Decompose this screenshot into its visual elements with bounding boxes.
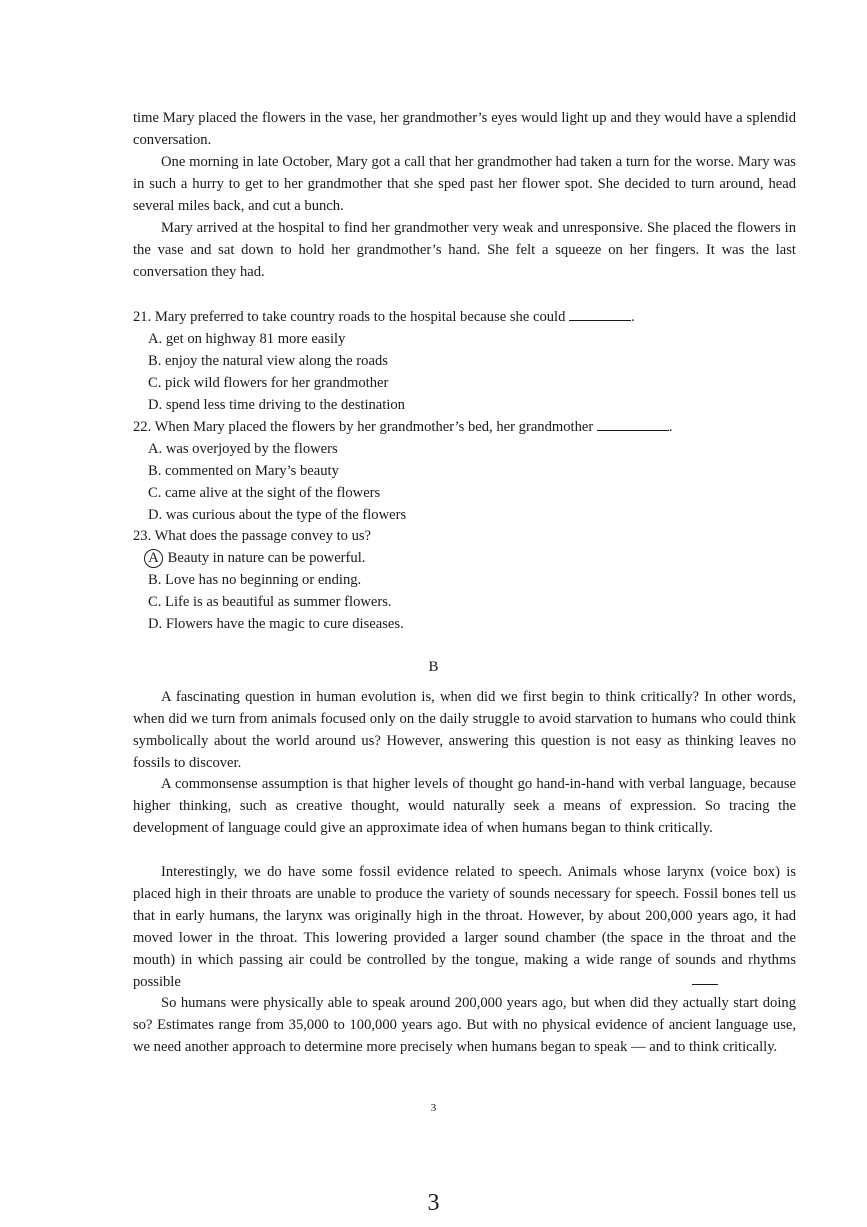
page-number-large: 3	[427, 1190, 440, 1216]
question-21-option-a: A. get on highway 81 more easily	[148, 331, 346, 347]
question-23-option-b: B. Love has no beginning or ending.	[148, 572, 362, 588]
question-23-option-a-text: Beauty in nature can be powerful.	[164, 550, 366, 566]
question-21-option-b: B. enjoy the natural view along the roads	[148, 353, 388, 369]
question-23-stem: 23. What does the passage convey to us?	[133, 528, 372, 544]
question-23-option-a	[148, 547, 808, 569]
question-22-option-d: D. was curious about the type of the flowers	[148, 507, 407, 523]
question-21-option-c: C. pick wild flowers for her grandmother	[148, 375, 389, 391]
question-21-option-d: D. spend less time driving to the destination	[148, 397, 405, 413]
page-number-small: 3	[430, 1102, 437, 1114]
question-22-stem: 22. When Mary placed the flowers by her grandmother’s bed, her grandmother	[133, 419, 594, 435]
question-21-stem: 21. Mary preferred to take country roads to the hospital because she could	[133, 309, 566, 325]
question-22: 22. When Mary placed the flowers by her grandmother’s bed, her grandmother .	[133, 419, 673, 435]
answer-blank	[569, 308, 631, 321]
question-22-option-a: A. was overjoyed by the flowers	[148, 441, 338, 457]
passage-a-paragraph-2: One morning in late October, Mary got a call that her grandmother had taken a turn for the worse. Mary was in such a hurry to get to her grandmother that she sped past her flower spot. She decided to turn around, head several miles back, and cut a bunch.	[133, 154, 796, 214]
passage-b-paragraph-3: Interestingly, we do have some fossil evidence related to speech. Animals whose larynx (voice box) is placed high in their throats are unable to produce the variety of sounds necessary for speech. Fossil bones tell us that in early humans, the larynx was originally high in the throat. However, by about 200,000 years ago, it had moved lower in the throat. This lowering provided a larger sound chamber (the space in the throat and the mouth) in which passing air could be controlled by the tongue, making a wide range of sounds and rhythms possible	[133, 864, 796, 990]
question-22-option-c: C. came alive at the sight of the flowers	[148, 485, 381, 501]
question-22-option-b: B. commented on Mary’s beauty	[148, 463, 339, 479]
section-b-heading: B	[428, 659, 439, 675]
passage-b-paragraph-1: A fascinating question in human evolution is, when did we first begin to think critically? In other words, when did we turn from animals focused only on the daily struggle to avoid starvation to humans who could think symbolically about the world around us? However, answering this question is not easy as thinking leaves no fossils to discover.	[133, 689, 796, 771]
passage-a-paragraph-1: time Mary placed the flowers in the vase, her grandmother’s eyes would light up and they would have a splendid conversation.	[133, 110, 796, 148]
question-21: 21. Mary preferred to take country roads to the hospital because she could .	[133, 309, 635, 325]
circled-answer-mark: A	[144, 549, 163, 568]
question-23-option-d: D. Flowers have the magic to cure diseases.	[148, 616, 404, 632]
question-23-option-c: C. Life is as beautiful as summer flowers.	[148, 594, 392, 610]
passage-b-paragraph-2: A commonsense assumption is that higher levels of thought go hand-in-hand with verbal language, because higher thinking, such as creative thought, would naturally seek a means of expression. So tracing the development of language could give an approximate idea of when humans began to think critically.	[133, 776, 796, 836]
passage-a-paragraph-3: Mary arrived at the hospital to find her grandmother very weak and unresponsive. She placed the flowers in the vase and sat down to hold her grandmother’s hand. She felt a squeeze on her fingers. It was the last conversation they had.	[133, 220, 796, 280]
passage-b-paragraph-4: So humans were physically able to speak around 200,000 years ago, but when did they actually start doing so? Estimates range from 35,000 to 100,000 years ago. But with no physical evidence of ancient language use, we need another approach to determine more precisely when humans began to speak — and to think critically.	[133, 995, 796, 1055]
answer-blank	[597, 418, 669, 431]
stray-mark	[692, 984, 718, 985]
